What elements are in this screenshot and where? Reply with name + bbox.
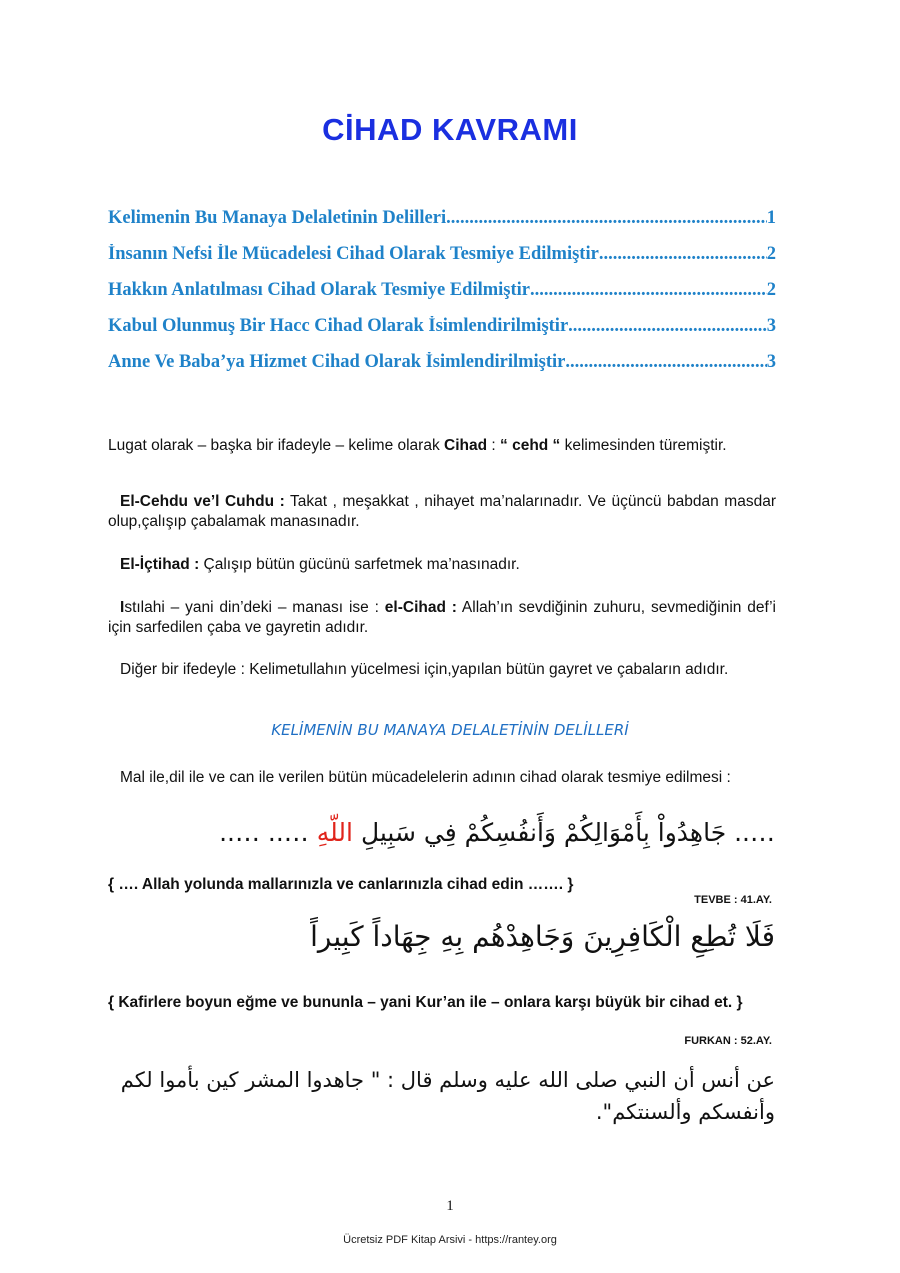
arabic-verse-2: فَلَا تُطِعِ الْكَافِرِينَ وَجَاهِدْهُم بِهِ جِهَاداً كَبِيراً <box>310 920 775 953</box>
text-run: kelimesinden türemiştir. <box>560 437 727 454</box>
toc-entry-page: 2 <box>766 244 776 264</box>
bold-term: el-Cihad : <box>384 599 457 616</box>
toc-entry-title: Anne Ve Baba’ya Hizmet Cihad Olarak İsimlendirilmiştir <box>108 352 566 372</box>
arabic-verse-1 <box>219 818 775 847</box>
paragraph-lugat <box>108 436 776 456</box>
page-number: 1 <box>446 1198 454 1214</box>
toc-entry[interactable] <box>108 244 776 280</box>
text-run: stılahi – yani din’deki – manası ise : <box>124 599 385 616</box>
toc-entry-title: İnsanın Nefsi İle Mücadelesi Cihad Olarak Tesmiye Edilmiştir <box>108 244 599 264</box>
toc-entry-page: 3 <box>766 352 776 372</box>
toc-entry-title: Hakkın Anlatılması Cihad Olarak Tesmiye Edilmiştir <box>108 280 530 300</box>
toc-leader-dots <box>599 244 767 265</box>
toc-entry[interactable] <box>108 280 776 316</box>
arabic-divine-name: اللّهِ <box>316 818 353 847</box>
verse-2-reference: FURKAN : 52.AY. <box>684 1035 772 1047</box>
bold-term: El-İçtihad : <box>120 556 200 573</box>
toc-entry-page: 3 <box>766 316 776 336</box>
hadith-line-1: عن أنس أن النبي صلى الله عليه وسلم قال : " جاهدوا المشر كين بأموا لكم <box>120 1068 775 1092</box>
paragraph-el-cehdu <box>108 492 776 532</box>
toc-entry-title: Kabul Olunmuş Bir Hacc Cihad Olarak İsimlendirilmiştir <box>108 316 569 336</box>
bold-term: El-Cehdu ve’l Cuhdu : <box>120 493 285 510</box>
verse-1-translation: { …. Allah yolunda mallarınızla ve canlarınızla cihad edin ……. } <box>108 876 574 893</box>
toc-entry[interactable] <box>108 316 776 352</box>
text-run: : <box>487 437 501 454</box>
text-run: Çalışıp bütün gücünü sarfetmek ma’nasınadır. <box>199 556 520 573</box>
section-heading: KELİMENİN BU MANAYA DELALETİNİN DELİLLERİ <box>271 721 629 739</box>
toc-leader-dots <box>568 316 767 337</box>
page-footer: Ücretsiz PDF Kitap Arsivi - https://rantey.org <box>343 1234 557 1246</box>
page-title: CİHAD KAVRAMI <box>322 112 578 147</box>
table-of-contents <box>108 208 776 388</box>
text-run: Takat , meşakkat , nihayet ma’nalarınadır. Ve üçüncü babdan masdar olup,çalışıp çabalamak manasınadır. <box>108 493 776 530</box>
text-run: Lugat olarak – başka bir ifadeyle – kelime olarak <box>108 437 445 454</box>
toc-leader-dots <box>565 352 766 373</box>
verse-2-translation: { Kafirlere boyun eğme ve bununla – yani Kur’an ile – onlara karşı büyük bir cihad et. } <box>108 994 743 1011</box>
hadith-line-2: وأنفسكم وألسنتكم". <box>595 1100 775 1124</box>
toc-entry-page: 2 <box>766 280 776 300</box>
text-run: Allah’ın sevdiğinin zuhuru, sevmediğinin def’i için sarfedilen çaba ve gayretin adıdır. <box>108 599 776 636</box>
arabic-text: ….. جَاهِدُواْ بِأَمْوَالِكُمْ وَأَنفُسِكُمْ فِي سَبِيلِ <box>353 818 775 847</box>
bold-term: Cihad <box>444 437 488 454</box>
paragraph-mal-ile: Mal ile,dil ile ve can ile verilen bütün mücadelelerin adının cihad olarak tesmiye edilmesi : <box>120 769 731 786</box>
toc-entry-page: 1 <box>766 208 776 228</box>
bold-initial: I <box>120 599 125 616</box>
toc-leader-dots <box>530 280 767 301</box>
toc-entry-title: Kelimenin Bu Manaya Delaletinin Delilleri <box>108 208 447 228</box>
toc-entry[interactable] <box>108 208 776 244</box>
arabic-text: ….. ….. <box>219 818 317 847</box>
paragraph-el-ictihad <box>108 555 776 575</box>
toc-leader-dots <box>446 208 767 229</box>
paragraph-diger: Diğer bir ifedeyle : Kelimetullahın yücelmesi için,yapılan bütün gayret ve çabaların adıdır. <box>120 661 729 678</box>
bold-term: “ cehd “ <box>500 437 561 454</box>
verse-1-reference: TEVBE : 41.AY. <box>694 894 772 906</box>
paragraph-istilahi <box>108 598 776 638</box>
toc-entry[interactable] <box>108 352 776 388</box>
